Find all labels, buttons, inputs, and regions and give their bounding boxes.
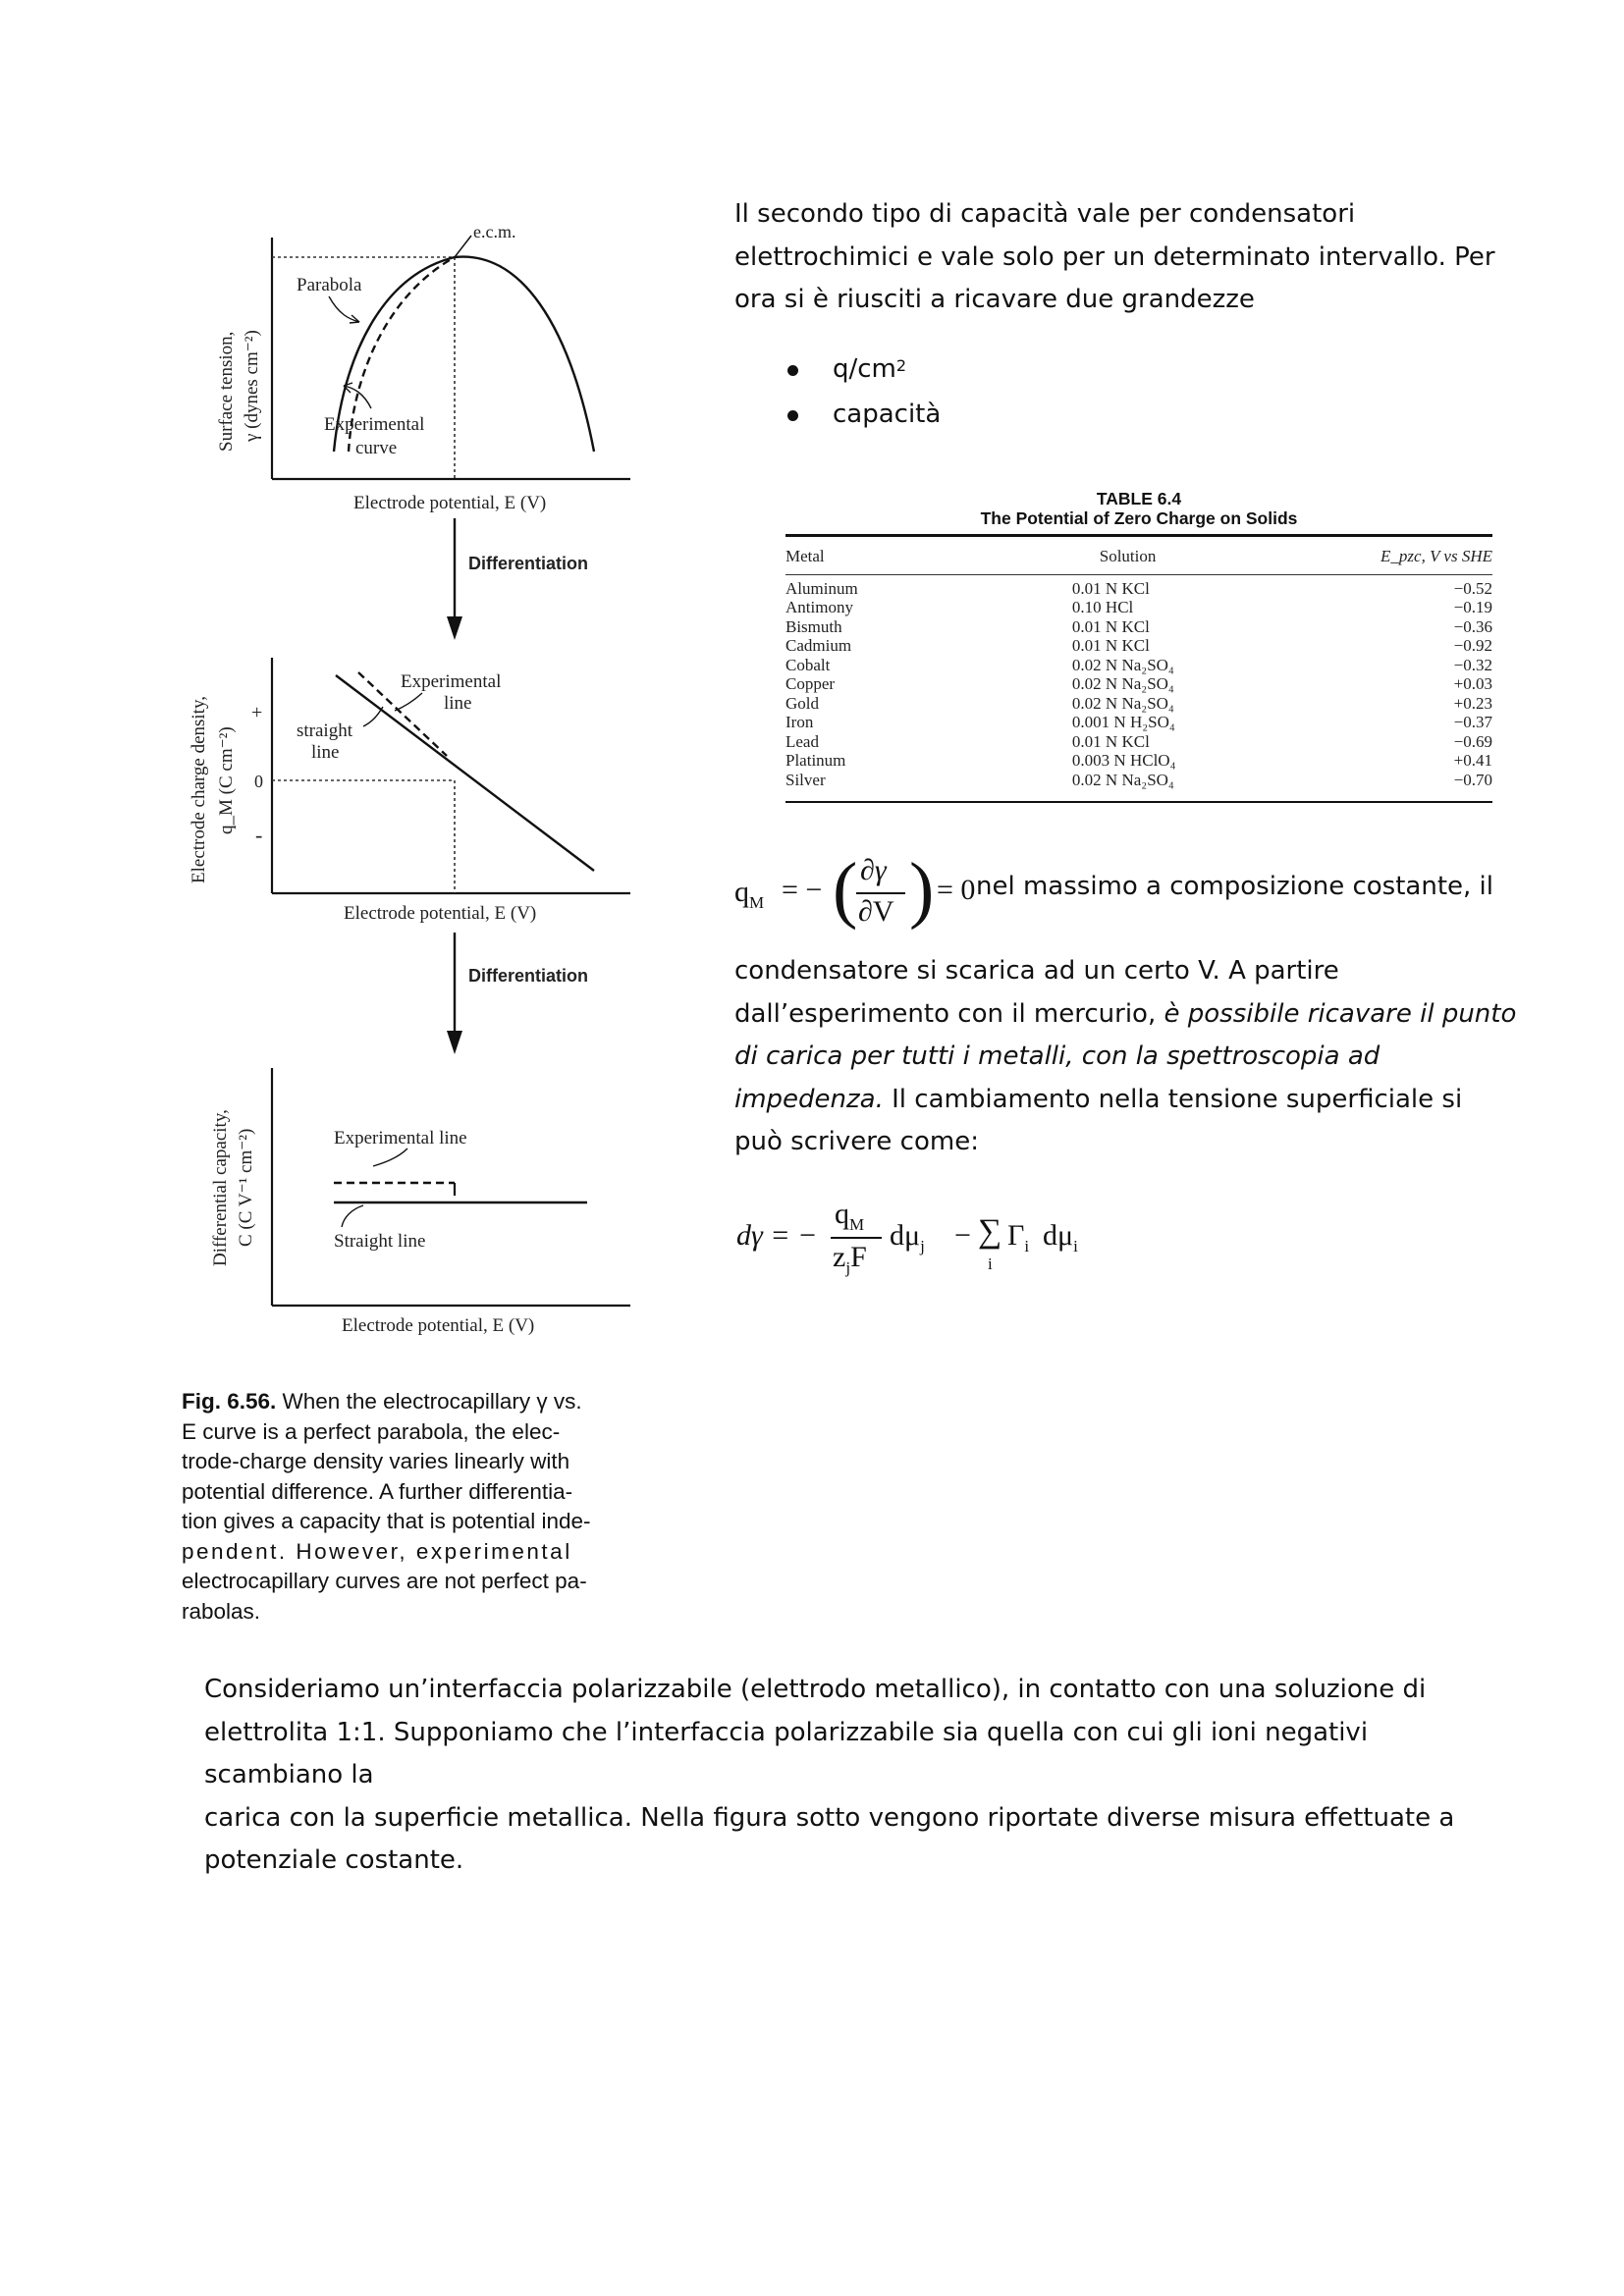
solution-cell: 0.001 N H₂SO₄ [1071, 713, 1175, 731]
panel1-ylabel-2: γ (dynes cm⁻²) [242, 330, 262, 442]
metal-cell: Cobalt [785, 655, 831, 674]
figure-caption [182, 1387, 633, 1627]
eq2-dmu-sub: j [920, 1237, 925, 1255]
eq2-denominator [833, 1241, 867, 1278]
table-header-row [785, 547, 1492, 566]
panel1-xlabel: Electrode potential, E (V) [353, 493, 547, 513]
eq1-trailing-text: nel massimo a composizione costante, il [976, 872, 1493, 901]
eq2-numerator [835, 1198, 864, 1235]
experimental-curve-label-1: Experimental [324, 414, 425, 435]
metal-cell: Antimony [785, 598, 853, 616]
eq2-F: F [850, 1241, 867, 1273]
table-row [785, 713, 1492, 732]
table-row [785, 598, 1492, 617]
header-solution-text: Solution [1099, 547, 1157, 565]
eq2-z-sub: j [845, 1258, 851, 1277]
caption-line-3: trode-charge density varies linearly with [182, 1449, 570, 1473]
metal-cell: Copper [785, 674, 836, 693]
eq2-minus: − [954, 1219, 971, 1252]
header-solution [1068, 547, 1300, 566]
panel3-ylabel-1: Differential capacity, [210, 1109, 231, 1266]
epzc-cell: −0.37 [1453, 713, 1492, 731]
eq1-equals-minus: = − [782, 874, 823, 906]
bullet-capacity [784, 394, 1078, 439]
bottom-line-4: potenziale costante. [204, 1845, 464, 1875]
caption-line-6: pendent. However, experimental [182, 1538, 572, 1564]
eq2-sum-sub: i [988, 1255, 993, 1273]
epzc-cell: −0.70 [1453, 770, 1492, 789]
experimental-line-label: Experimental line [334, 1128, 467, 1148]
panel2-ylabel-2: q_M (C cm⁻²) [216, 726, 237, 834]
eq2-Gamma-sub: i [1024, 1237, 1030, 1255]
caption-line-4: potential difference. A further differentia- [182, 1478, 573, 1504]
epzc-cell: +0.03 [1453, 674, 1492, 693]
pzc-table [785, 547, 1492, 566]
middle-line-2-italic: è possibile ricavare il punto [1164, 998, 1517, 1029]
eq1-q: q [734, 876, 749, 908]
panel3-xlabel: Electrode potential, E (V) [342, 1315, 535, 1336]
middle-line-5: può scrivere come: [734, 1127, 979, 1156]
caption-text-1: When the electrocapillary γ vs. [276, 1389, 582, 1414]
table-title: The Potential of Zero Charge on Solids [980, 508, 1298, 528]
header-epzc: E_pzc, V vs SHE [1380, 547, 1492, 565]
bottom-line-1: Consideriamo un’interfaccia polarizzabile (elettrodo metallico), in contatto con una soluzione di [204, 1675, 1427, 1704]
epzc-cell: +0.23 [1453, 693, 1492, 713]
table-number: TABLE 6.4 [1096, 489, 1182, 508]
straight-line-label-2: line [311, 742, 340, 763]
solution-cell: 0.02 N Na₂SO₄ [1071, 693, 1174, 713]
bullet-list [784, 348, 1078, 439]
differentiation-label-1: Differentiation [468, 554, 589, 573]
table-row [785, 751, 1492, 771]
solution-cell: 0.01 N KCl [1071, 636, 1150, 655]
eq1-left-paren: ( [833, 848, 858, 931]
metal-cell: Lead [785, 731, 819, 751]
eq2-Gamma: Γ [1007, 1219, 1025, 1252]
bullet-text-1: q/cm [833, 354, 896, 384]
parabola-label: Parabola [297, 275, 362, 295]
middle-line-1: condensatore si scarica ad un certo V. A partire [734, 956, 1339, 986]
middle-paragraph [734, 950, 1540, 1164]
middle-line-4-plain: Il cambiamento nella tensione superficiale si [883, 1084, 1463, 1114]
eq2-z: z [833, 1241, 846, 1273]
bottom-paragraph [204, 1669, 1481, 1883]
metal-cell: Bismuth [785, 616, 842, 636]
epzc-cell: −0.32 [1453, 655, 1492, 674]
table-row [785, 771, 1492, 790]
bullet-superscript: 2 [895, 356, 907, 375]
caption-line-5: tion gives a capacity that is potential inde- [182, 1509, 591, 1533]
solution-cell: 0.01 N KCl [1071, 616, 1150, 636]
solution-cell: 0.02 N Na₂SO₄ [1071, 674, 1174, 693]
intro-line-1: Il secondo tipo di capacità vale per condensatori [734, 199, 1356, 229]
eq2-dmu-j [890, 1219, 925, 1256]
eq1-fraction-bar [856, 892, 905, 894]
eq2-q: q [835, 1198, 849, 1230]
eq2-dmu-i [1043, 1219, 1078, 1256]
eq2-fraction-bar [831, 1237, 882, 1239]
eq1-numerator: ∂γ [860, 854, 887, 886]
solution-cell: 0.01 N KCl [1071, 731, 1150, 751]
metal-cell: Platinum [785, 751, 846, 770]
pzc-table-body [785, 579, 1492, 790]
eq1-right-paren: ) [909, 848, 935, 931]
metal-cell: Aluminum [785, 578, 858, 598]
middle-line-3-italic: di carica per tutti i metalli, con la spettroscopia ad [734, 1041, 1380, 1071]
intro-paragraph [734, 193, 1520, 322]
eq1-denominator: ∂V [858, 895, 894, 928]
eq1-lhs [734, 876, 764, 913]
metal-cell: Iron [785, 713, 814, 731]
eq2-gamma-i [1007, 1219, 1029, 1256]
intro-line-2: elettrochimici e vale solo per un determinato intervallo. Per [734, 241, 1495, 272]
epzc-cell: −0.19 [1453, 598, 1492, 616]
minus-sign: - [255, 823, 263, 847]
differentiation-arrow-2 [447, 933, 588, 1054]
metal-cell: Gold [785, 693, 819, 713]
caption-line-2: E curve is a perfect parabola, the elec- [182, 1418, 561, 1444]
eq2-q-sub: M [849, 1215, 865, 1234]
intro-line-3: ora si è riusciti a ricavare due grandezze [734, 285, 1255, 314]
plus-sign: + [251, 702, 263, 723]
zero-sign: 0 [254, 772, 263, 791]
caption-line-1 [182, 1387, 633, 1417]
panel-charge-density [189, 658, 630, 924]
eq2-dmu: dμ [890, 1219, 921, 1252]
panel2-ylabel-1: Electrode charge density, [189, 696, 209, 883]
middle-line-4 [734, 1079, 1540, 1122]
epzc-cell: −0.36 [1453, 616, 1492, 636]
table-row [785, 674, 1492, 694]
middle-line-4-italic: impedenza. [734, 1084, 884, 1114]
eq1-q-sub: M [749, 893, 765, 912]
table-row [785, 656, 1492, 675]
table-row [785, 617, 1492, 637]
caption-label: Fig. 6.56. [182, 1389, 277, 1414]
experimental-curve-label-2: curve [355, 438, 398, 458]
table-row [785, 732, 1492, 752]
straight-line-label-1: straight [297, 721, 352, 741]
panel1-ylabel-1: Surface tension, [216, 331, 237, 452]
epzc-cell: −0.69 [1453, 731, 1492, 751]
caption-line-7: electrocapillary curves are not perfect pa- [182, 1569, 587, 1593]
epzc-cell: −0.92 [1453, 636, 1492, 655]
solution-cell: 0.01 N KCl [1071, 578, 1150, 598]
metal-cell: Cadmium [785, 636, 852, 655]
eq2-dmu2-sub: i [1073, 1237, 1078, 1255]
experimental-line-label-1: Experimental [401, 671, 502, 692]
solution-cell: 0.02 N Na₂SO₄ [1071, 770, 1174, 789]
panel-differential-capacity [210, 1068, 630, 1336]
solution-cell: 0.02 N Na₂SO₄ [1071, 655, 1174, 674]
middle-line-2-plain: dall’esperimento con il mercurio, [734, 998, 1164, 1029]
epzc-cell: +0.41 [1453, 751, 1492, 770]
bullet-text-2: capacità [833, 400, 942, 429]
caption-line-8: rabolas. [182, 1598, 261, 1624]
differentiation-arrow-1 [447, 518, 588, 640]
differentiation-label-2: Differentiation [468, 966, 589, 986]
panel2-xlabel: Electrode potential, E (V) [344, 903, 537, 924]
equation-qm [734, 848, 1540, 950]
eq2-lhs: dγ = − [736, 1219, 818, 1252]
epzc-cell: −0.52 [1453, 578, 1492, 598]
electrocapillary-figure [177, 206, 648, 1345]
table-row [785, 694, 1492, 714]
table-6-4 [785, 489, 1492, 803]
table-row [785, 636, 1492, 656]
experimental-line-label-2: line [444, 693, 472, 714]
middle-line-3 [734, 1036, 1540, 1079]
header-metal: Metal [785, 547, 825, 565]
table-row [785, 579, 1492, 599]
metal-cell: Silver [785, 770, 826, 789]
eq1-equals-zero: = 0 [937, 874, 976, 906]
ecm-label: e.c.m. [473, 222, 516, 241]
panel-surface-tension [216, 222, 630, 513]
straight-line-label: Straight line [334, 1231, 426, 1252]
solution-cell: 0.003 N HClO₄ [1071, 751, 1176, 770]
panel3-ylabel-2: C (C V⁻¹ cm⁻²) [236, 1128, 256, 1247]
eq2-sum: ∑ [978, 1213, 1002, 1250]
bullet-charge-per-area [784, 348, 1078, 394]
bottom-line-2: elettrolita 1:1. Supponiamo che l’interfaccia polarizzabile sia quella con cui gli ioni negativi scambiano la [204, 1717, 1369, 1789]
bottom-line-3: carica con la superficie metallica. Nella figura sotto vengono riportate diverse misura effettuate a [204, 1802, 1455, 1833]
equation-dgamma [736, 1198, 1227, 1286]
eq2-dmu2: dμ [1043, 1219, 1074, 1252]
solution-cell: 0.10 HCl [1071, 598, 1134, 616]
middle-line-2 [734, 993, 1540, 1037]
